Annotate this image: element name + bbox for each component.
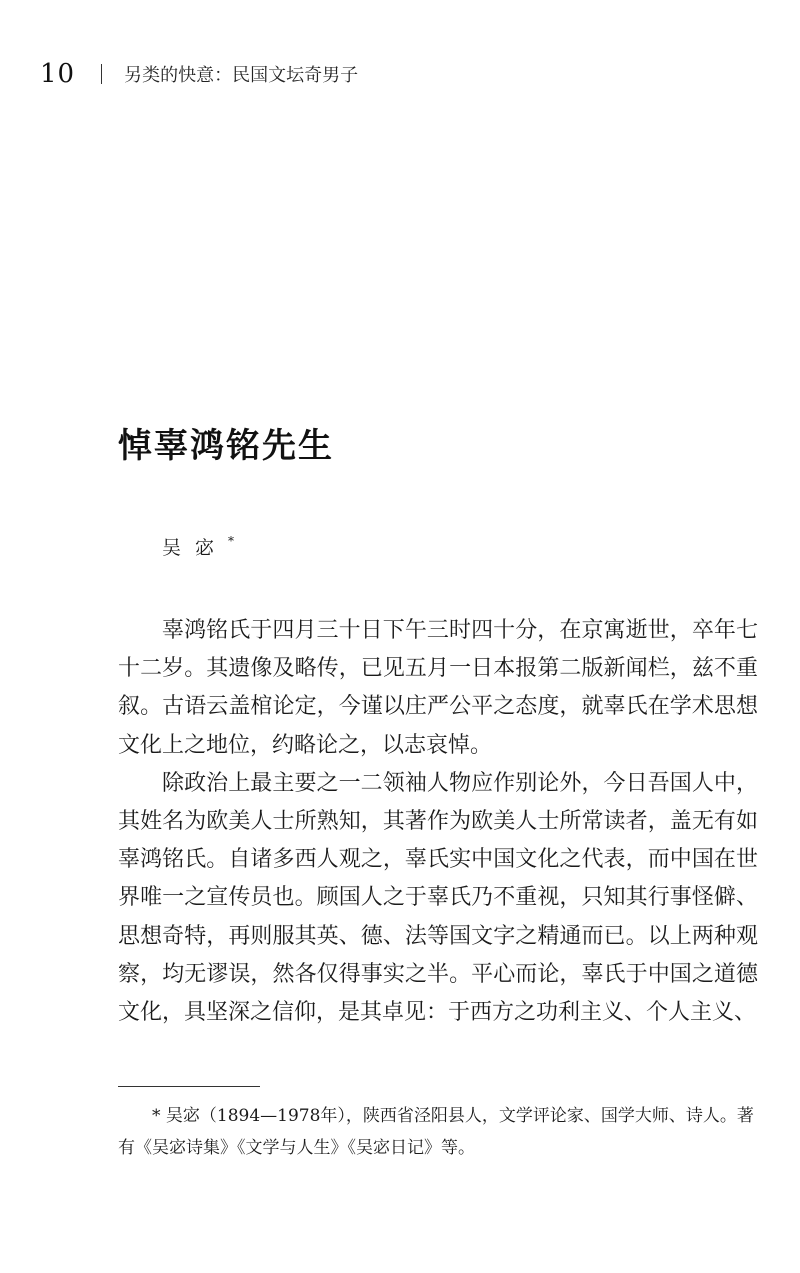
header-divider	[101, 64, 102, 84]
page-number: 10	[40, 59, 76, 89]
author-note-marker: *	[228, 533, 235, 548]
running-title: 另类的快意：民国文坛奇男子	[124, 65, 359, 86]
page-header	[40, 56, 358, 92]
article-title: 悼辜鸿铭先生	[118, 426, 334, 466]
footnote-divider	[118, 1086, 260, 1087]
paragraph-1: 辜鸿铭氏于四月三十日下午三时四十分，在京寓逝世，卒年七十二岁。其遗像及略传，已见五月一日本报第二版新闻栏，兹不重叙。古语云盖棺论定，今谨以庄严公平之态度，就辜氏在学术思想文化上之地位，约略论之，以志哀悼。	[118, 618, 758, 758]
article-author	[162, 533, 234, 560]
author-name: 吴宓	[162, 537, 229, 559]
article-body	[118, 612, 758, 1032]
footnote: * 吴宓（1894—1978年），陕西省泾阳县人，文学评论家、国学大师、诗人。著有《吴宓诗集》《文学与人生》《吴宓日记》等。	[118, 1106, 754, 1158]
paragraph-2: 除政治上最主要之一二领袖人物应作别论外，今日吾国人中，其姓名为欧美人士所熟知，其著作为欧美人士所常读者，盖无有如辜鸿铭氏。自诸多西人观之，辜氏实中国文化之代表，而中国在世界唯一之宣传员也。顾国人之于辜氏乃不重视，只知其行事怪僻、思想奇特，再则服其英、德、法等国文字之精通而已。以上两种观察，均无谬误，然各仅得事实之半。平心而论，辜氏于中国之道德文化，具坚深之信仰，是其卓见：于西方之功利主义、个人主义、	[118, 770, 758, 1026]
